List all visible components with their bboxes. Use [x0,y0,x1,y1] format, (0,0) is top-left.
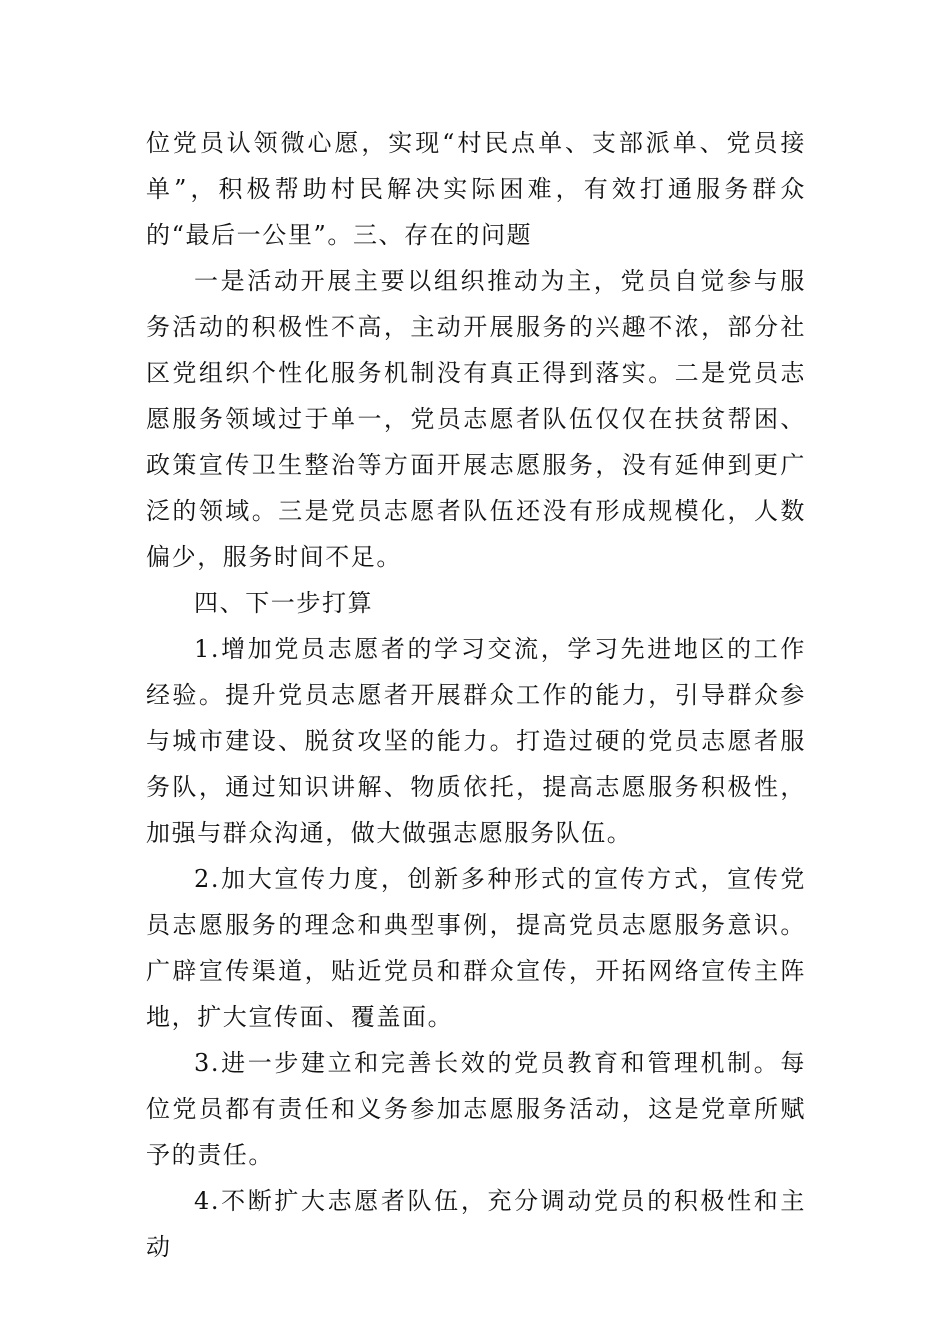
list-item-1: 1.增加党员志愿者的学习交流，学习先进地区的工作经验。提升党员志愿者开展群众工作的能力，引导群众参与城市建设、脱贫攻坚的能力。打造过硬的党员志愿者服务队，通过知识讲解、物质依托，提高志愿服务积极性，加强与群众沟通，做大做强志愿服务队伍。 [146,635,806,847]
list-item-4: 4.不断扩大志愿者队伍，充分调动党员的积极性和主动 [146,1187,806,1261]
paragraph-continuation: 位党员认领微心愿，实现“村民点单、支部派单、党员接单”，积极帮助村民解决实际困难，有效打通服务群众的“最后一公里”。三、存在的问题 [146,129,806,249]
list-item-2: 2.加大宣传力度，创新多种形式的宣传方式，宣传党员志愿服务的理念和典型事例，提高党员志愿服务意识。广辟宣传渠道，贴近党员和群众宣传，开拓网络宣传主阵地，扩大宣传面、覆盖面。 [146,865,806,1031]
paragraph-problems: 一是活动开展主要以组织推动为主，党员自觉参与服务活动的积极性不高，主动开展服务的兴趣不浓，部分社区党组织个性化服务机制没有真正得到落实。二是党员志愿服务领域过于单一，党员志愿者队伍仅仅在扶贫帮困、政策宣传卫生整治等方面开展志愿服务，没有延伸到更广泛的领域。三是党员志愿者队伍还没有形成规模化，人数偏少，服务时间不足。 [146,267,806,571]
section-heading-next-steps: 四、下一步打算 [194,589,374,617]
document-body [146,120,806,1270]
list-item-3: 3.进一步建立和完善长效的党员教育和管理机制。每位党员都有责任和义务参加志愿服务活动，这是党章所赋予的责任。 [146,1049,806,1169]
